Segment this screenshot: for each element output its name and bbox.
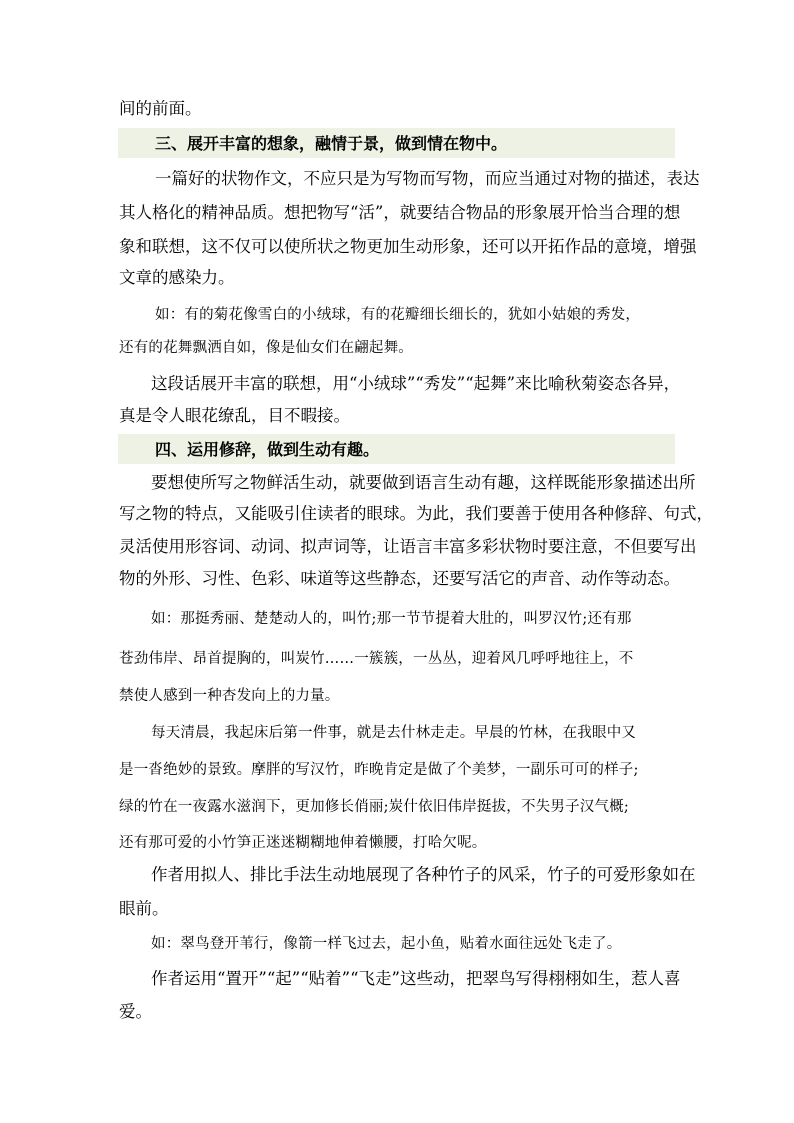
example-line: 禁使人感到一种杏发向上的力量。 (119, 688, 340, 704)
example-line: 是一沓绝妙的景致。摩胖的写汉竹，昨晚肯定是做了个美梦，一副乐可可的样子; (119, 762, 639, 778)
section-heading-4: 四、运用修辞，做到生动有趣。 (155, 440, 380, 459)
example-line: 每天清晨，我起床后第一件事，就是去什林走走。早晨的竹林，在我眼中又 (151, 725, 637, 741)
example-line: 绿的竹在一夜露水滋润下，更加修长俏丽;炭什依旧伟岸挺拔，不失男子汉气概; (119, 799, 629, 815)
paragraph-line: 写之物的特点，又能吸引住读者的眼球。为此，我们要善于使用各种修辞、句式， (119, 504, 713, 523)
paragraph-line: 一篇好的状物作文，不应只是为写物而写物，而应当通过对物的描述，表达 (155, 169, 700, 188)
section-heading-3: 三、展开丰富的想象，融情于景，做到情在物中。 (155, 134, 508, 153)
example-line: 如：有的菊花像雪白的小绒球，有的花瓣细长细长的，犹如小姑娘的秀发， (155, 307, 641, 323)
paragraph-line: 作者用拟人、排比手法生动地展现了各种竹子的风采，竹子的可爱形象如在 (151, 865, 696, 884)
paragraph-line: 要想使所写之物鲜活生动，就要做到语言生动有趣，这样既能形象描述出所 (151, 473, 696, 492)
paragraph-line: 物的外形、习性、色彩、味道等这些静态，还要写活它的声音、动作等动态。 (119, 569, 680, 588)
paragraph-line: 象和联想，这不仅可以使所状之物更加生动形象，还可以开拓作品的意境，增强 (119, 237, 697, 256)
paragraph-line: 爱。 (119, 1002, 152, 1021)
example-line: 如：翠鸟登开苇行，像箭一样飞过去，起小鱼，贴着水面往远处飞走了。 (151, 936, 622, 952)
example-line: 如：那挺秀丽、楚楚动人的，叫竹;那一节节提着大肚的，叫罗汉竹;还有那 (151, 611, 632, 627)
paragraph-line: 灵活使用形容词、动词、拟声词等，让语言丰富多彩状物时要注意，不但要写出 (119, 537, 697, 556)
paragraph-line: 这段话展开丰富的联想，用“小绒球”“秀发”“起舞”来比喻秋菊姿态各异， (151, 374, 681, 393)
intro-line: 间的前面。 (119, 99, 202, 118)
example-line: 苍劲伟岸、昂首提胸的，叫炭竹……一簇簇，一丛丛，迎着风几呼呼地往上，不 (119, 651, 634, 667)
paragraph-line: 作者运用“置开”“起”“贴着”“飞走”这些动，把翠鸟写得栩栩如生，惹人喜 (151, 969, 681, 988)
paragraph-line: 眼前。 (119, 899, 169, 918)
paragraph-line: 真是令人眼花缭乱，目不暇接。 (119, 406, 350, 425)
example-line: 还有的花舞飘洒自如，像是仙女们在翩起舞。 (119, 340, 413, 356)
paragraph-line: 文章的感染力。 (119, 268, 235, 287)
paragraph-line: 其人格化的精神品质。想把物写“活”，就要结合物品的形象展开恰当合理的想 (119, 203, 681, 222)
example-line: 还有那可爱的小竹笋正迷迷糊糊地伸着懒腰，打哈欠呢。 (119, 835, 487, 851)
